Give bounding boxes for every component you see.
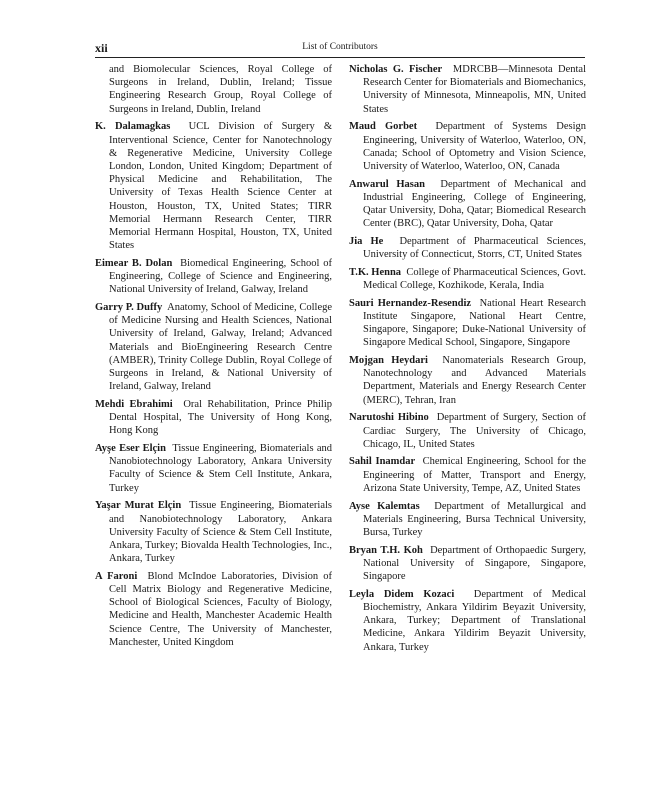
- contributor-affiliation: College of Pharmaceutical Sciences, Govt. Medical College, Kozhikode, Kerala, India: [363, 266, 586, 292]
- contributor-affiliation: Department of Pharmaceutical Sciences, University of Connecticut, Storrs, CT, United States: [363, 235, 587, 261]
- contributor-entry: [95, 499, 332, 565]
- contributor-affiliation: Tissue Engineering, Biomaterials and Nanobiotechnology Laboratory, Ankara University Faculty of Science & Stem Cell Institute, Ankara, Turkey; Biovalda Health Technologies, Inc., Ankara, Turkey: [109, 500, 332, 565]
- contributor-entry: [349, 297, 586, 350]
- contributor-affiliation: MDRCBB—Minnesota Dental Research Center for Biomaterials and Biomechanics, University of Minnesota, Minneapolis, MN, United States: [363, 64, 586, 115]
- contributor-entry: [349, 266, 586, 292]
- contributor-name: Anwarul Hasan: [349, 178, 425, 190]
- contributor-entry: [349, 178, 586, 231]
- contributor-entry: [349, 544, 586, 584]
- contributor-entry: [95, 398, 332, 438]
- contributor-entry: [349, 63, 586, 116]
- contributor-name: Bryan T.H. Koh: [349, 544, 423, 556]
- contributor-name: K. Dalamagkas: [95, 121, 171, 133]
- contributor-name: Sahil Inamdar: [349, 456, 416, 468]
- contributor-affiliation: and Biomolecular Sciences, Royal College of Surgeons in Ireland, Dublin, Ireland; Tissue Engineering Research Group, Royal College of Surgeons in Ireland, Dublin, Ireland: [109, 64, 332, 115]
- contributor-affiliation: Nanomaterials Research Group, Nanotechnology and Advanced Materials Department, Materials and Energy Research Center (MERC), Tehran, Iran: [363, 355, 586, 406]
- contributor-entry: [95, 63, 332, 116]
- contributor-affiliation: Biomedical Engineering, School of Engineering, College of Science and Engineering, National University of Ireland, Galway, Ireland: [109, 257, 332, 296]
- contributor-affiliation: Oral Rehabilitation, Prince Philip Dental Hospital, The University of Hong Kong, Hong Kong: [109, 398, 332, 437]
- contributor-entry: [95, 257, 332, 297]
- page-number: xii: [95, 41, 108, 55]
- contributor-affiliation: UCL Division of Surgery & Interventional Science, Center for Nanotechnology & Regenerative Medicine, University College London, London, United Kingdom; Department of Physical Medicine and Rehabilitation, The University of Texas Health Science Center at Houston, Houston, TX, United States; TIRR Memorial Hermann Research Center, TIRR Memorial Hermann Hospital, Houston, TX, United States: [109, 121, 333, 252]
- contributor-name: Maud Gorbet: [349, 121, 418, 133]
- contributor-affiliation: National Heart Research Institute Singapore, National Heart Centre, Singapore, Singapore; Duke-National University of Singapore Medical School, Singapore, Singapore: [363, 297, 587, 349]
- page-header: [95, 41, 585, 57]
- contributor-name: Ayşe Eser Elçin: [95, 442, 166, 454]
- contributor-affiliation: Blond McIndoe Laboratories, Division of Cell Matrix Biology and Regenerative Medicine, School of Biological Sciences, Faculty of Biology, Medicine and Health, Manchester Academic Health Science Centre, The University of Manchester, Manchester, United Kingdom: [109, 570, 332, 648]
- contributor-entry: [95, 570, 332, 649]
- contributor-entry: [349, 235, 586, 261]
- contributor-affiliation: Department of Surgery, Section of Cardiac Surgery, The University of Chicago, Chicago, IL, United States: [363, 412, 587, 450]
- contributors-left-column: [95, 63, 332, 654]
- contributor-name: Ayse Kalemtas: [349, 500, 420, 512]
- contributor-entry: [349, 500, 586, 540]
- contributor-name: Narutoshi Hibino: [349, 412, 429, 424]
- contributor-name: Leyla Didem Kozaci: [349, 588, 455, 600]
- contributor-name: Garry P. Duffy: [95, 301, 163, 313]
- contributors-right-column: [349, 63, 586, 658]
- contributor-name: Sauri Hernandez-Resendiz: [349, 297, 472, 309]
- contributor-name: Eimear B. Dolan: [95, 257, 173, 269]
- contributor-entry: [349, 588, 586, 654]
- contributor-name: Mehdi Ebrahimi: [95, 398, 173, 410]
- contributor-name: Nicholas G. Fischer: [349, 64, 443, 75]
- contributor-entry: [349, 354, 586, 407]
- contributor-entry: [95, 442, 332, 495]
- header-rule: [95, 57, 585, 58]
- contributor-affiliation: Department of Systems Design Engineering, University of Waterloo, Waterloo, ON, Canada; School of Optometry and Vision Science, University of Waterloo, Waterloo, ON, Canada: [363, 121, 587, 172]
- running-title: List of Contributors: [302, 42, 378, 52]
- contributor-entry: [349, 411, 586, 451]
- contributor-name: Yaşar Murat Elçin: [95, 500, 182, 512]
- contributor-affiliation: Department of Mechanical and Industrial Engineering, College of Engineering, Qatar University, Doha, Qatar; Biomedical Research Center (BRC), Qatar University, Doha, Qatar: [363, 178, 587, 230]
- contributor-entry: [95, 120, 332, 252]
- contributor-affiliation: Department of Metallurgical and Materials Engineering, Bursa Technical University, Bursa, Turkey: [363, 500, 586, 538]
- contributor-affiliation: Chemical Engineering, School for the Engineering of Matter, Transport and Energy, Arizona State University, Tempe, AZ, United States: [363, 456, 586, 494]
- contributor-name: T.K. Henna: [349, 266, 402, 278]
- contributor-affiliation: Department of Orthopaedic Surgery, National University of Singapore, Singapore, Singapore: [363, 544, 587, 583]
- contributor-affiliation: Tissue Engineering, Biomaterials and Nanobiotechnology Laboratory, Ankara University Faculty of Science & Stem Cell Institute, Ankara, Turkey: [109, 442, 332, 494]
- contributor-name: Jia He: [349, 235, 384, 247]
- contributor-name: Mojgan Heydari: [349, 355, 428, 367]
- contributor-entry: [349, 455, 586, 495]
- contributor-affiliation: Anatomy, School of Medicine, College of Medicine Nursing and Health Sciences, National University of Ireland, Galway, Ireland; Advanced Materials and BioEngineering Research Centre (AMBER), Trinity College Dublin, Royal College of Surgeons in Ireland, & National University of Ireland, Galway, Ireland: [109, 301, 333, 393]
- contributor-entry: [95, 301, 332, 393]
- contributor-name: A Faroni: [95, 570, 138, 582]
- contributor-affiliation: Department of Medical Biochemistry, Ankara Yildirim Beyazit University, Ankara, Turkey; Department of Translational Medicine, Ankara Yildirim Beyazit University, Ankara, Turkey: [363, 588, 586, 653]
- contributor-entry: [349, 120, 586, 173]
